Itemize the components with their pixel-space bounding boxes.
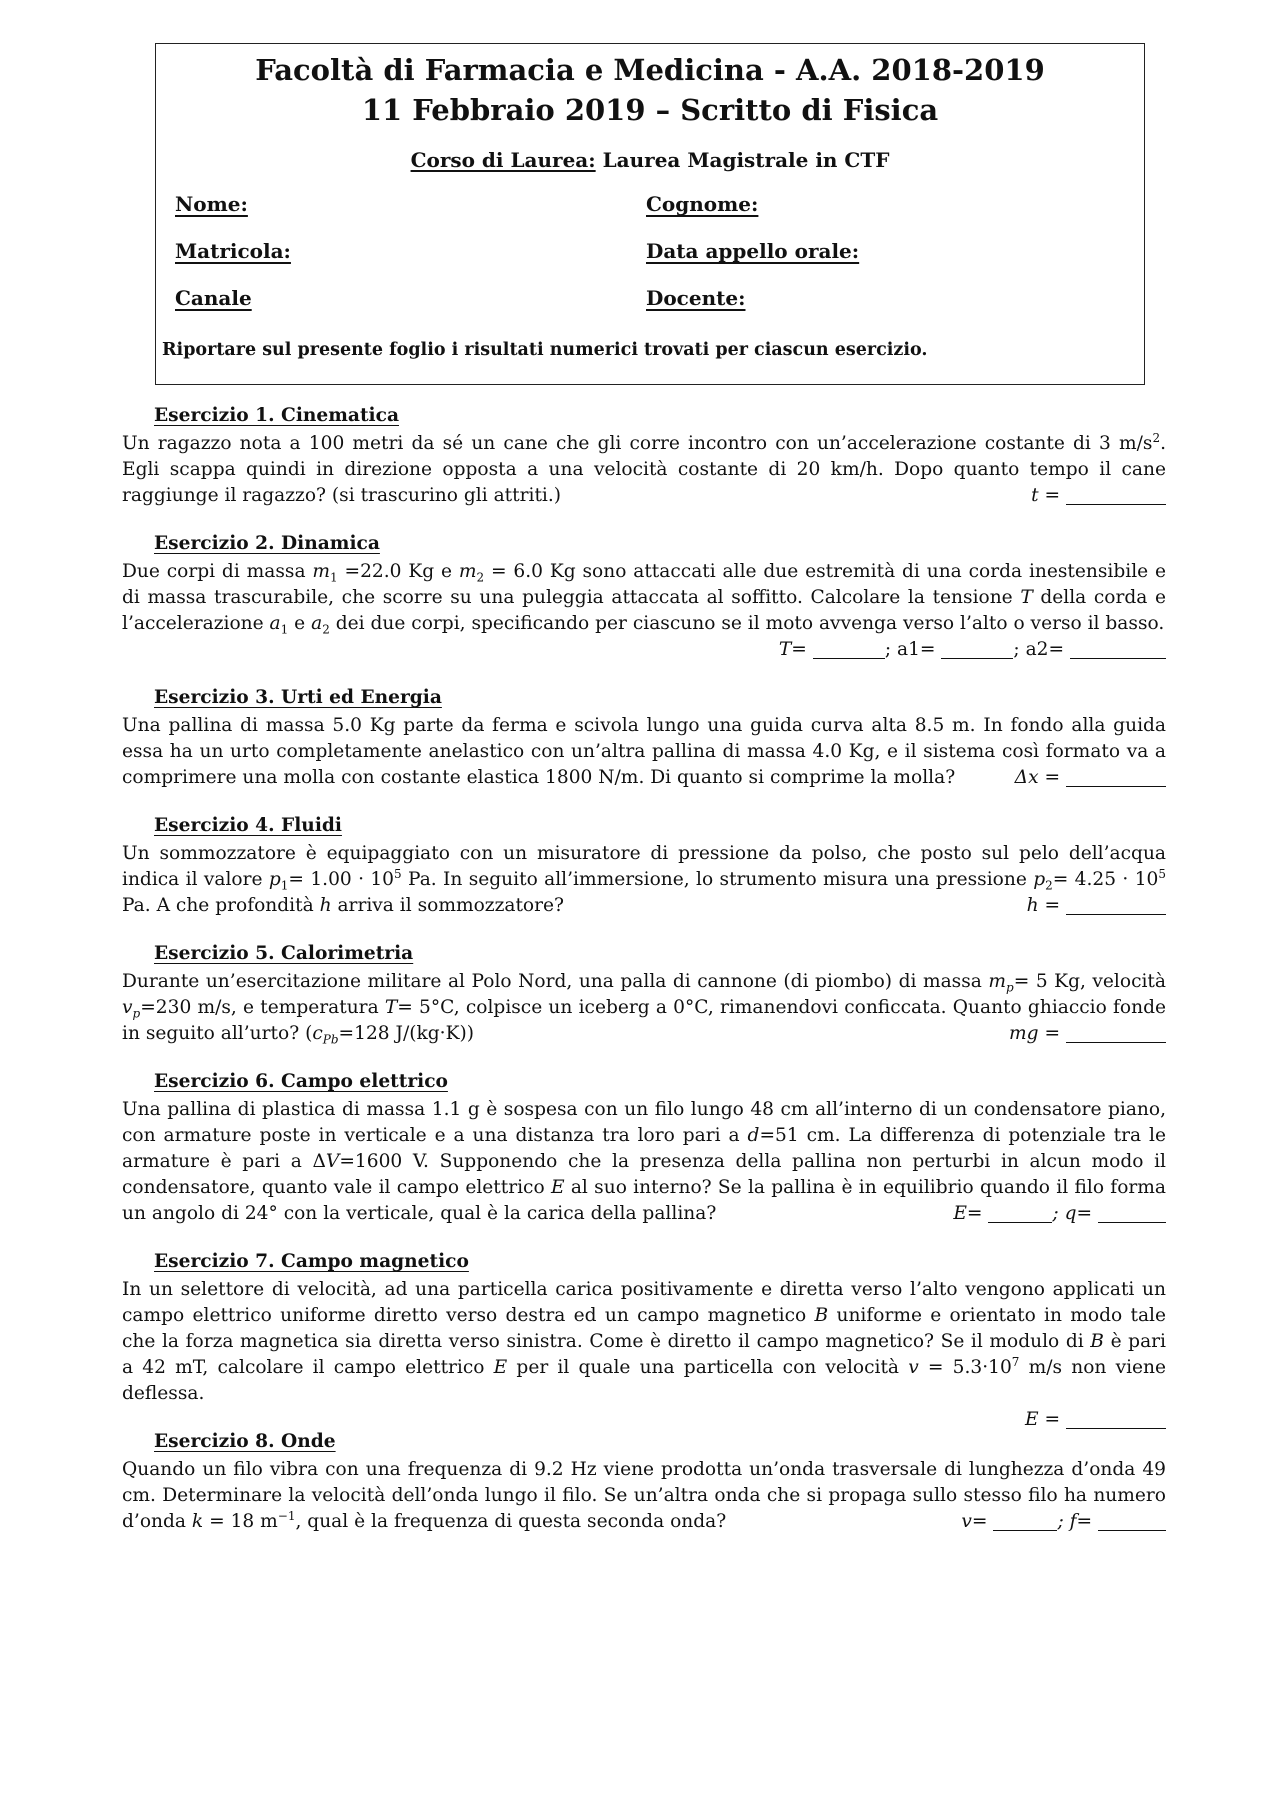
- course-value: Laurea Magistrale in CTF: [602, 148, 890, 172]
- exercise-title: Esercizio 3. Urti ed Energia: [154, 687, 442, 708]
- answer-blank[interactable]: [1066, 1410, 1166, 1429]
- answer-E[interactable]: E =: [122, 1407, 1166, 1433]
- exercise-3: [122, 685, 1166, 791]
- exercise-title: Esercizio 8. Onde: [154, 1431, 336, 1452]
- exercise-text: Un sommozzatore è equipaggiato con un misuratore di pressione da polso, che posto sul pelo dell’acqua indica il valore $p_1= 1.00 \cdot 10^5$ Pa. In seguito all’immersione, lo strumento misura una pressione $p_2= 4.25 \cdot 10^5$ Pa. A che profondità h arriva il sommozzatore? h =: [122, 841, 1166, 919]
- exercise-8: [122, 1429, 1166, 1535]
- exam-date-title: 11 Febbraio 2019 – Scritto di Fisica: [361, 93, 939, 127]
- answer-E-blank[interactable]: [988, 1204, 1052, 1223]
- course-label: Corso di Laurea:: [410, 148, 596, 172]
- exercise-7: [122, 1249, 1166, 1433]
- exercise-title: Esercizio 4. Fluidi: [154, 815, 342, 836]
- matricola-field[interactable]: Matricola:: [175, 239, 291, 263]
- answer-t[interactable]: t =: [1031, 483, 1166, 509]
- data-appello-field[interactable]: Data appello orale:: [646, 239, 860, 263]
- answer-v-f[interactable]: v= ; f=: [961, 1509, 1166, 1535]
- exercise-4: [122, 813, 1166, 919]
- exercise-6: [122, 1069, 1166, 1227]
- exercise-title: Esercizio 5. Calorimetria: [154, 943, 414, 964]
- nome-field[interactable]: Nome:: [175, 192, 248, 216]
- exercise-title: Esercizio 1. Cinematica: [154, 405, 399, 426]
- course-line: [156, 148, 1144, 172]
- answer-a2-blank[interactable]: [1070, 640, 1166, 659]
- answer-E-q[interactable]: E= ; q=: [953, 1201, 1166, 1227]
- exercise-5: [122, 941, 1166, 1047]
- answer-blank[interactable]: [1066, 486, 1166, 505]
- exercise-text: Un ragazzo nota a 100 metri da sé un cane che gli corre incontro con un’accelerazione costante di 3 $m/s^2$. Egli scappa quindi in direzione opposta a una velocità costante di 20 km/h. Dopo quanto tempo il cane raggiunge il ragazzo? (si trascurino gli attriti.) t =: [122, 431, 1166, 509]
- exercise-text: In un selettore di velocità, ad una particella carica positivamente e diretta verso l’alto vengono applicati un campo elettrico uniforme diretto verso destra ed un campo magnetico B uniforme e orientato in modo tale che la forza magnetica sia diretta verso sinistra. Come è diretto il campo magnetico? Se il modulo di B è pari a 42 mT, calcolare il campo elettrico E per il quale una particella con velocità $v = 5.3\cdot 10^7$ m/s non viene deflessa.: [122, 1279, 1166, 1404]
- answer-mg[interactable]: mg =: [1009, 1021, 1166, 1047]
- answer-v-blank[interactable]: [993, 1512, 1057, 1531]
- canale-field[interactable]: Canale: [175, 286, 252, 310]
- page-title: Facoltà di Farmacia e Medicina - A.A. 2018-2019: [255, 53, 1045, 87]
- answer-a1-blank[interactable]: [941, 640, 1013, 659]
- answer-blank[interactable]: [1066, 1024, 1166, 1043]
- exercise-1: [122, 403, 1166, 509]
- exercise-2: [122, 531, 1166, 663]
- answer-blank[interactable]: [1066, 896, 1166, 915]
- exercise-text: Una pallina di massa 5.0 Kg parte da ferma e scivola lungo una guida curva alta 8.5 m. In fondo alla guida essa ha un urto completamente anelastico con un’altra pallina di massa 4.0 Kg, e il sistema così formato va a comprimere una molla con costante elastica 1800 N/m. Di quanto si comprime la molla? Δx =: [122, 713, 1166, 791]
- answer-f-blank[interactable]: [1098, 1512, 1166, 1531]
- exercise-text: Quando un filo vibra con una frequenza di 9.2 Hz viene prodotta un’onda trasversale di lunghezza d’onda 49 cm. Determinare la velocità dell’onda lungo il filo. Se un’altra onda che si propaga sullo stesso filo ha numero d’onda k = 18 $m^{-1}$, qual è la frequenza di questa seconda onda? v= ; f=: [122, 1457, 1166, 1535]
- answer-h[interactable]: h =: [1027, 893, 1166, 919]
- header-box: [155, 43, 1145, 385]
- answer-T-blank[interactable]: [813, 640, 885, 659]
- exercise-text: Una pallina di plastica di massa 1.1 g è sospesa con un filo lungo 48 cm all’interno di un condensatore piano, con armature poste in verticale e a una distanza tra loro pari a d=51 cm. La differenza di potenziale tra le armature è pari a ΔV=1600 V. Supponendo che la presenza della pallina non perturbi in alcun modo il condensatore, quanto vale il campo elettrico E al suo interno? Se la pallina è in equilibrio quando il filo forma un angolo di 24° con la verticale, qual è la carica della pallina? E= ; q=: [122, 1097, 1166, 1227]
- answer-dx[interactable]: Δx =: [1015, 765, 1166, 791]
- cognome-field[interactable]: Cognome:: [646, 192, 759, 216]
- exercise-title: Esercizio 2. Dinamica: [154, 533, 380, 554]
- answers-row: T= ; a1= ; a2=: [122, 637, 1166, 663]
- exercise-text: Due corpi di massa $m_1 =22.0$ Kg e $m_2 = 6.0$ Kg sono attaccati alle due estremità di una corda inestensibile e di massa trascurabile, che scorre su una puleggia attaccata al soffitto. Calcolare la tensione T della corda e l’accelerazione $a_1$ e $a_2$ dei due corpi, specificando per ciascuno se il moto avvenga verso l’alto o verso il basso.: [122, 561, 1167, 637]
- answer-blank[interactable]: [1066, 768, 1166, 787]
- docente-field[interactable]: Docente:: [646, 286, 746, 310]
- answer-q-blank[interactable]: [1098, 1204, 1166, 1223]
- exercise-title: Esercizio 7. Campo magnetico: [154, 1251, 469, 1272]
- exercise-title: Esercizio 6. Campo elettrico: [154, 1071, 448, 1092]
- exercise-text: Durante un’esercitazione militare al Polo Nord, una palla di cannone (di piombo) di massa $m_p= 5$ Kg, velocità $v_p=230$ m/s, e temperatura T= 5°C, colpisce un iceberg a 0°C, rimanendovi conficcata. Quanto ghiaccio fonde in seguito all’urto? ($c_{Pb}=128$ J/(kg·K)) mg =: [122, 971, 1166, 1047]
- instruction-text: Riportare sul presente foglio i risultati numerici trovati per ciascun esercizio.: [162, 340, 928, 360]
